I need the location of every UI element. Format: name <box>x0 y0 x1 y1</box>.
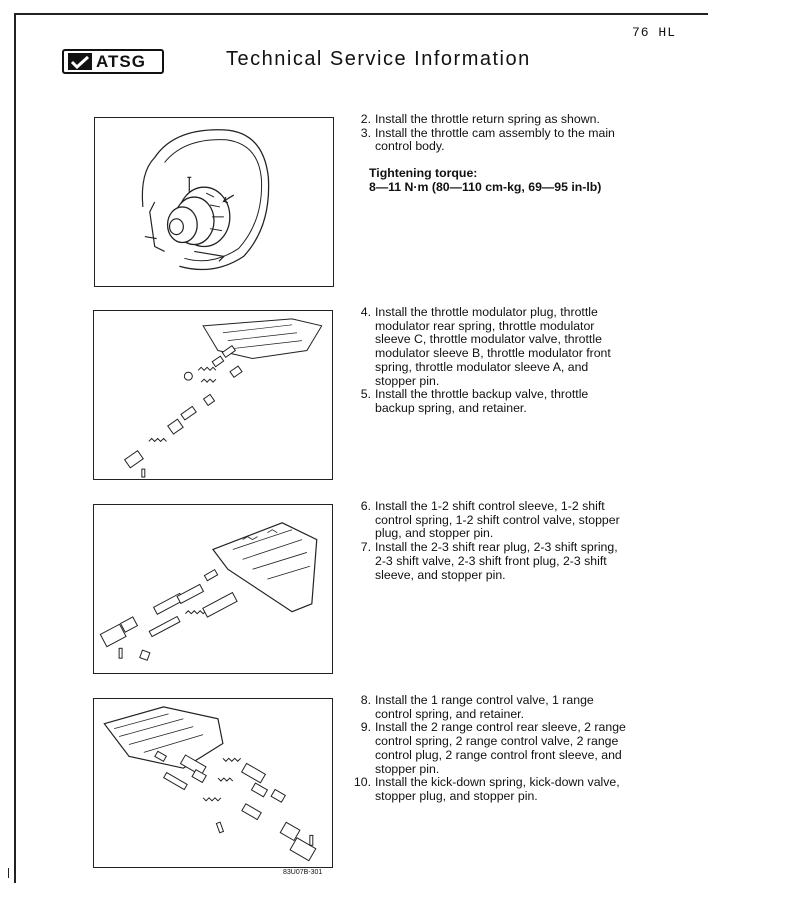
steps-section-4 <box>345 694 631 804</box>
step-item: 3. Install the throttle cam assembly to the main control body. <box>360 125 615 154</box>
torque-spec <box>369 167 601 194</box>
steps-section-1 <box>351 113 631 154</box>
left-rule <box>14 13 16 883</box>
top-rule <box>14 13 708 15</box>
step-item: 4. Install the throttle modulator plug, throttle modulator rear spring, throttle modulator sleeve C, throttle modulator valve, throttle modulator sleeve B, throttle modulator front spring, throttle modulator sleeve A, and stopper pin. <box>360 305 611 388</box>
range-control-drawing <box>94 699 332 867</box>
page-title: Technical Service Information <box>226 48 531 70</box>
figure-throttle-cam <box>94 117 334 287</box>
shift-valves-drawing <box>94 505 332 673</box>
page-number: 76 HL <box>632 25 677 40</box>
step-item: 10. Install the kick-down spring, kick-down valve, stopper plug, and stopper pin. <box>353 775 620 803</box>
atsg-logo <box>62 49 164 74</box>
step-item: 6. Install the 1-2 shift control sleeve, 1-2 shift control spring, 1-2 shift control valve, stopper plug, and stopper pin. <box>360 499 620 541</box>
step-item: 5. Install the throttle backup valve, throttle backup spring, and retainer. <box>360 387 589 415</box>
step-item: 2. Install the throttle return spring as shown. <box>360 112 600 126</box>
margin-tick <box>8 868 9 878</box>
step-item: 8. Install the 1 range control valve, 1 range control spring, and retainer. <box>360 693 594 721</box>
throttle-cam-drawing <box>95 118 333 286</box>
figure-range-control-valves <box>93 698 333 868</box>
figure-code: 83U07B-301 <box>283 869 323 876</box>
step-item: 7. Install the 2-3 shift rear plug, 2-3 shift spring, 2-3 shift valve, 2-3 shift front plug, 2-3 shift sleeve, and stopper pin. <box>360 540 618 582</box>
figure-throttle-modulator <box>93 310 333 480</box>
checkmark-icon <box>68 53 92 70</box>
steps-section-2 <box>351 306 631 416</box>
torque-label: Tightening torque: <box>369 166 478 180</box>
logo-text: ATSG <box>96 51 146 71</box>
step-item: 9. Install the 2 range control rear sleeve, 2 range control spring, 2 range control valve, 2 range control plug, 2 range control front sleeve, and stopper pin. <box>360 720 626 776</box>
steps-section-3 <box>351 500 631 582</box>
throttle-modulator-drawing <box>94 311 332 479</box>
figure-shift-valves <box>93 504 333 674</box>
torque-value: 8—11 N·m (80—110 cm-kg, 69—95 in-lb) <box>369 179 602 194</box>
